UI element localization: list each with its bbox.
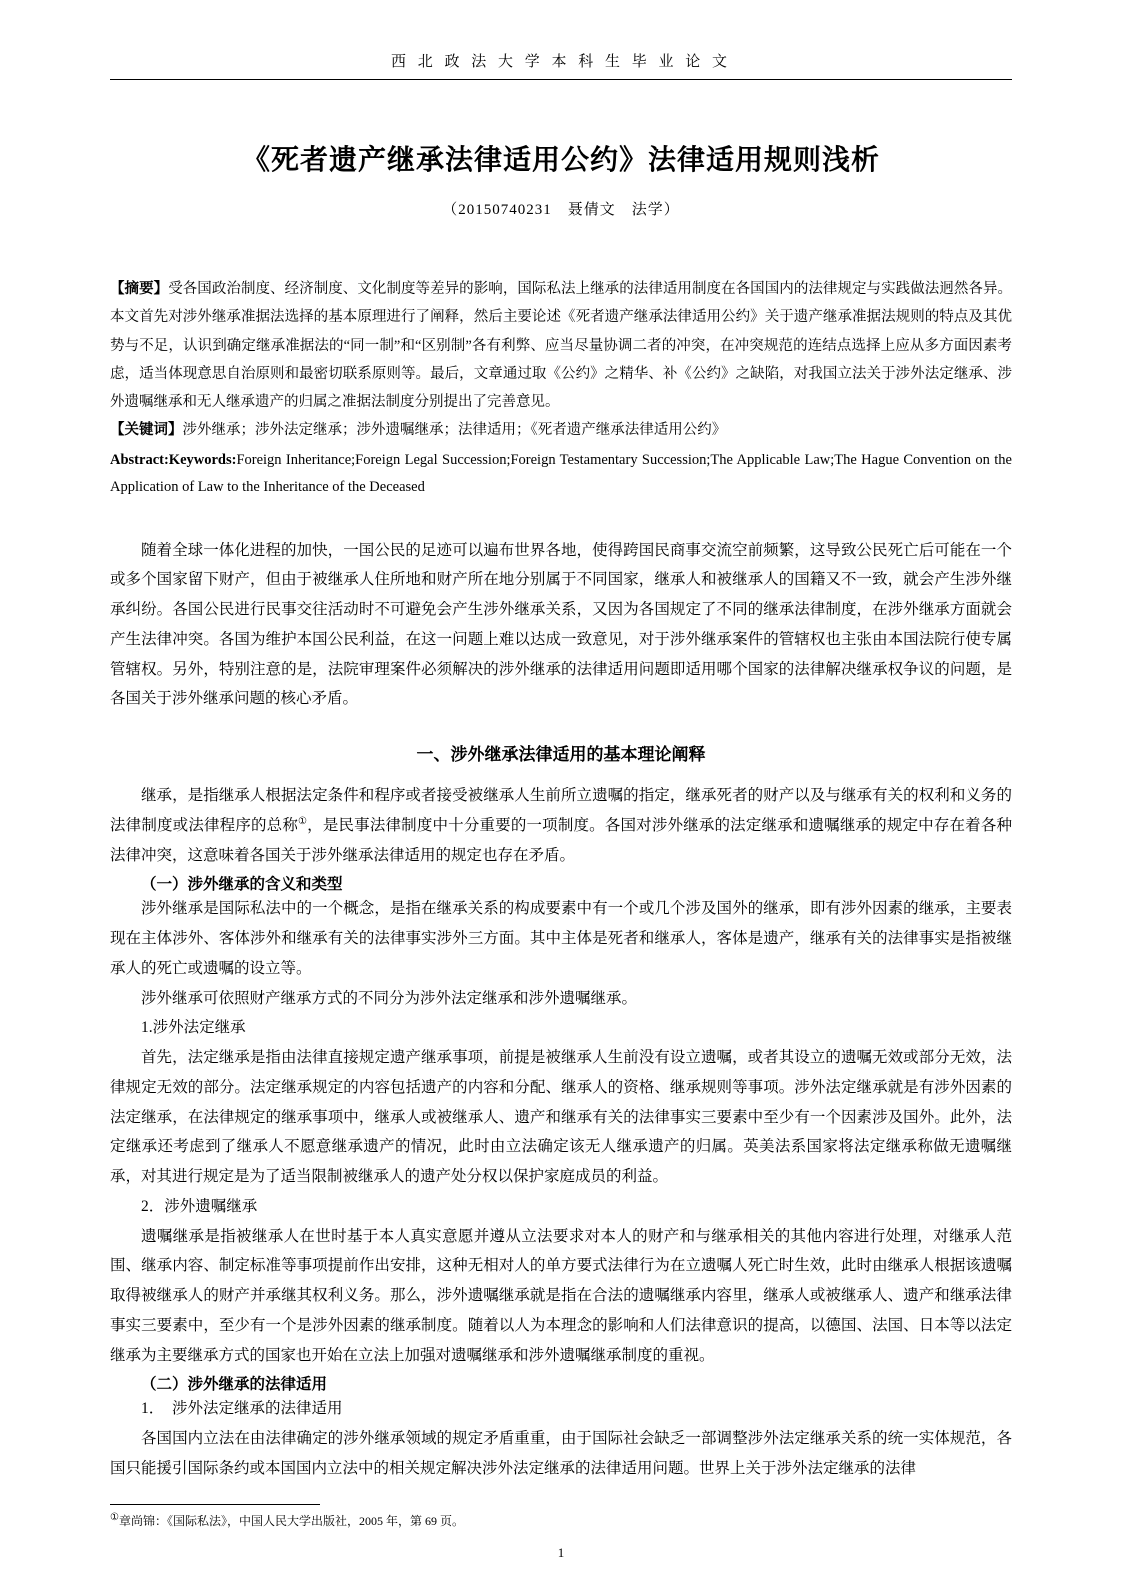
paragraph-heading-applicable-law: 1． 涉外法定继承的法律适用 — [141, 1400, 343, 1418]
subsection-heading-2: （二）涉外继承的法律适用 — [141, 1376, 328, 1394]
abstract-block — [110, 275, 1012, 445]
footnote-number-icon: ① — [110, 1511, 119, 1523]
paragraph-definition — [110, 781, 1012, 870]
footnote-area — [110, 1494, 1012, 1531]
abstract-paragraph — [110, 275, 1012, 416]
author-line: （20150740231 聂倩文 法学） — [442, 202, 680, 218]
abstract-text: 受各国政治制度、经济制度、文化制度等差异的影响，国际私法上继承的法律适用制度在各国国内的法律规定与实践做法迥然各异。本文首先对涉外继承准据法选择的基本原理进行了阐释，然后主要论述《死者遗产继承法律适用公约》关于遗产继承准据法规则的特点及其优势与不足，认识到确定继承准据法的“同一制”和“区别制”各有利弊、应当尽量协调二者的冲突，在冲突规范的连结点选择上应从多方面因素考虑，适当体现意思自治原则和最密切联系原则等。最后，文章通过取《公约》之精华、补《公约》之缺陷，对我国立法关于涉外法定继承、涉外遗嘱继承和无人继承遗产的归属之准据法制度分别提出了完善意见。 — [110, 281, 1013, 411]
paragraph-heading-legal-succession: 1.涉外法定继承 — [141, 1019, 246, 1037]
section-heading-1: 一、涉外继承法律适用的基本理论阐释 — [416, 745, 706, 765]
abstract-en-label: Abstract:Keywords: — [110, 451, 237, 468]
paragraph-concept: 涉外继承是国际私法中的一个概念，是指在继承关系的构成要素中有一个或几个涉及国外的继承，即有涉外因素的继承，主要表现在主体涉外、客体涉外和继承有关的法律事实涉外三方面。其中主体是死者和继承人，客体是遗产，继承有关的法律事实是指被继承人的死亡或遗嘱的设立等。 — [110, 900, 1012, 977]
page-number: 1 — [557, 1545, 565, 1560]
keywords-text: 涉外继承；涉外法定继承；涉外遗嘱继承；法律适用；《死者遗产继承法律适用公约》 — [182, 422, 727, 439]
paragraph-types: 涉外继承可依照财产继承方式的不同分为涉外法定继承和涉外遗嘱继承。 — [141, 989, 638, 1007]
paragraph-definition-part2: ，是民事法律制度中十分重要的一项制度。各国对涉外继承的法定继承和遗嘱继承的规定中存在着各种法律冲突，这意味着各国关于涉外继承法律适用的规定也存在矛盾。 — [110, 816, 1012, 864]
footnote-text — [110, 1510, 1012, 1531]
subsection-heading-1: （一）涉外继承的含义和类型 — [141, 876, 343, 894]
paragraph-testamentary: 遗嘱继承是指被继承人在世时基于本人真实意愿并遵从立法要求对本人的财产和与继承相关的其他内容进行处理，对继承人范围、继承内容、制定标准等事项提前作出安排，这种无相对人的单方要式法律行为在立遗嘱人死亡时生效，此时由继承人根据该遗嘱取得被继承人的财产并承继其权利义务。那么，涉外遗嘱继承就是指在合法的遗嘱继承内容里，继承人或被继承人、遗产和继承法律事实三要素中，至少有一个是涉外因素的继承制度。随着以人为本理念的影响和人们法律意识的提高，以德国、法国、日本等以法定继承为主要继承方式的国家也开始在立法上加强对遗嘱继承和涉外遗嘱继承制度的重视。 — [110, 1227, 1012, 1364]
footnote-citation: 章尚锦：《国际私法》，中国人民大学出版社，2005 年，第 69 页。 — [118, 1513, 464, 1528]
keywords-paragraph — [110, 416, 1012, 444]
footnote-marker: ① — [298, 815, 308, 827]
footnote-rule — [110, 1504, 320, 1505]
paragraph-heading-testamentary: 2．涉外遗嘱继承 — [141, 1197, 258, 1215]
header-rule — [110, 79, 1012, 80]
running-head: 西 北 政 法 大 学 本 科 生 毕 业 论 文 — [390, 54, 731, 70]
paragraph-legal-succession: 首先，法定继承是指由法律直接规定遗产继承事项，前提是被继承人生前没有设立遗嘱，或者其设立的遗嘱无效或部分无效，法律规定无效的部分。法定继承规定的内容包括遗产的内容和分配、继承人的资格、继承规则等事项。涉外法定继承就是有涉外因素的法定继承，在法律规定的继承事项中，继承人或被继承人、遗产和继承有关的法律事实三要素中至少有一个因素涉及国外。此外，法定继承还考虑到了继承人不愿意继承遗产的情况，此时由立法确定该无人继承遗产的归属。英美法系国家将法定继承称做无遗嘱继承，对其进行规定是为了适当限制被继承人的遗产处分权以保护家庭成员的利益。 — [110, 1049, 1012, 1186]
abstract-en-text: Foreign Inheritance;Foreign Legal Succession;Foreign Testamentary Succession;The Applicable Law;The Hague Convention on the Application of Law to the Inheritance of the Deceased — [110, 451, 1012, 496]
paragraph-applicable-law: 各国国内立法在由法律确定的涉外继承领域的规定矛盾重重，由于国际社会缺乏一部调整涉外法定继承关系的统一实体规范，各国只能援引国际条约或本国国内立法中的相关规定解决涉外法定继承的法律适用问题。世界上关于涉外法定继承的法律 — [110, 1430, 1012, 1477]
paragraph-definition-part1: 继承，是指继承人根据法定条件和程序或者接受被继承人生前所立遗嘱的指定，继承死者的财产以及与继承有关的权利和义务的法律制度或法律程序的总称 — [110, 787, 1012, 834]
intro-paragraph: 随着全球一体化进程的加快，一国公民的足迹可以遍布世界各地，使得跨国民商事交流空前频繁，这导致公民死亡后可能在一个或多个国家留下财产，但由于被继承人住所地和财产所在地分别属于不同国家，继承人和被继承人的国籍又不一致，就会产生涉外继承纠纷。各国公民进行民事交往活动时不可避免会产生涉外继承关系，又因为各国规定了不同的继承法律制度，在涉外继承方面就会产生法律冲突。各国为维护本国公民利益，在这一问题上难以达成一致意见，对于涉外继承案件的管辖权也主张由本国法院行使专属管辖权。另外，特别注意的是，法院审理案件必须解决的涉外继承的法律适用问题即适用哪个国家的法律解决继承权争议的问题，是各国关于涉外继承问题的核心矛盾。 — [110, 541, 1012, 708]
keywords-label: 【关键词】 — [110, 422, 183, 439]
abstract-en-paragraph — [110, 447, 1012, 502]
abstract-label: 【摘要】 — [110, 281, 169, 297]
page-title: 《死者遗产继承法律适用公约》法律适用规则浅析 — [241, 144, 880, 175]
